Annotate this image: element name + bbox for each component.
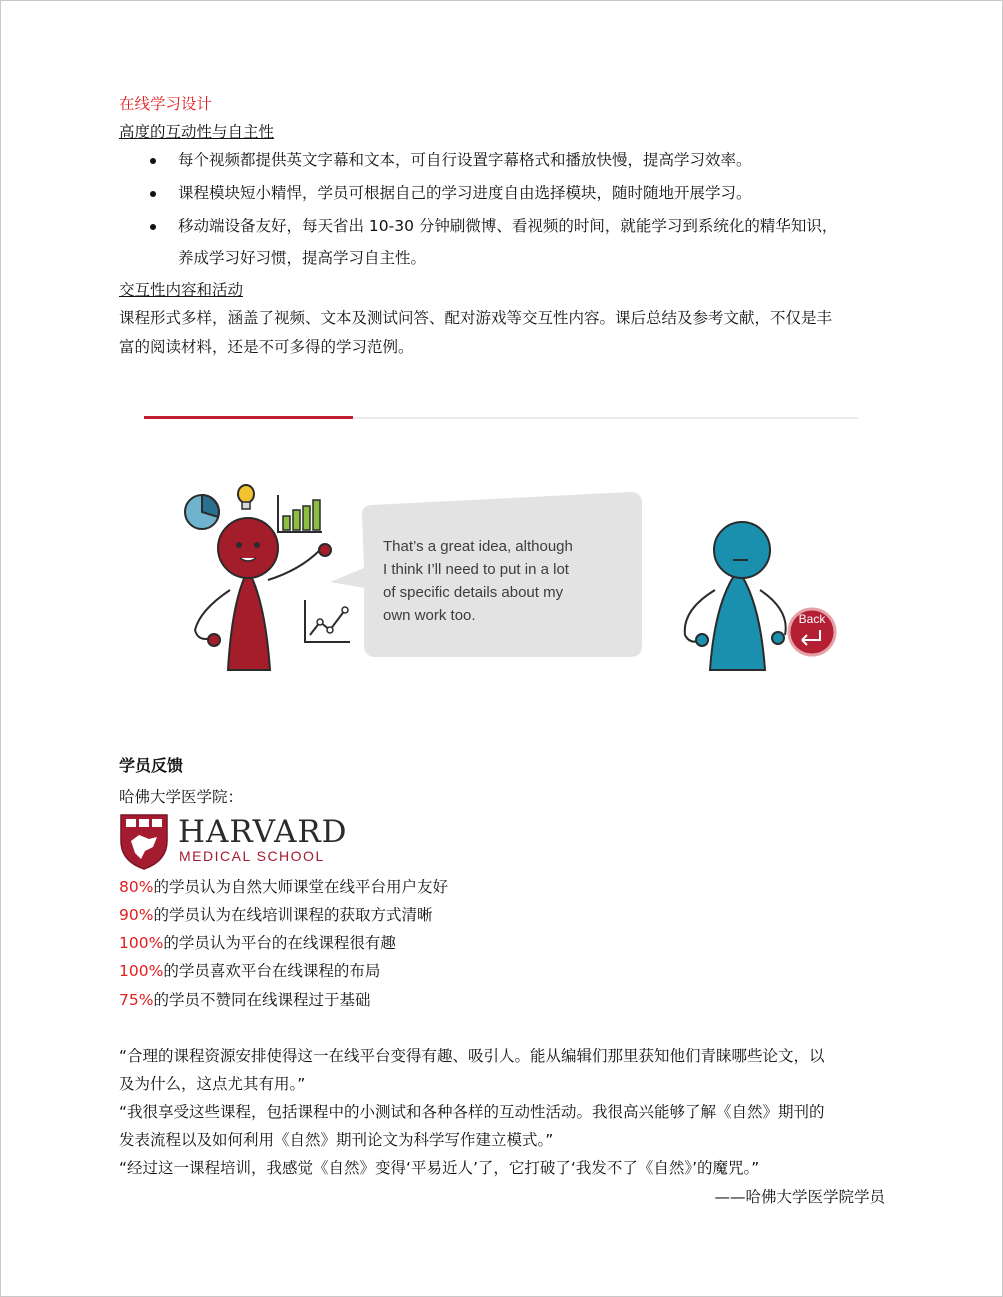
stat-line — [119, 989, 370, 1011]
stat-percent: 75% — [119, 991, 154, 1009]
stat-line — [119, 932, 396, 954]
line-graph-icon — [305, 600, 350, 642]
bullet-dot — [150, 224, 156, 230]
stat-percent: 100% — [119, 962, 164, 980]
back-button[interactable]: Back — [798, 612, 826, 626]
bullet-item: 每个视频都提供英文字幕和文本，可自行设置字幕格式和播放快慢，提高学习效率。 — [178, 151, 752, 169]
subheading-interactivity: 高度的互动性与自主性 — [119, 123, 275, 141]
bullet-item-continuation: 养成学习好习惯，提高学习自主性。 — [178, 249, 427, 267]
stat-text: 的学员认为在线培训课程的获取方式清晰 — [153, 906, 433, 924]
stat-line — [119, 960, 380, 982]
speech-bubble-text: That’s a great idea, although I think I’ll need to put in a lot of specific details about my own work too. — [383, 538, 573, 624]
bullet-item: 课程模块短小精悍，学员可根据自己的学习进度自由选择模块，随时随地开展学习。 — [178, 184, 752, 202]
pie-chart-icon — [185, 495, 219, 529]
feedback-heading: 学员反馈 — [119, 756, 184, 775]
red-figure — [195, 518, 331, 670]
quote-line: “经过这一课程培训，我感觉《自然》变得‘平易近人’了，它打破了‘我发不了《自然》’的魔咒。” — [119, 1159, 760, 1177]
harvard-shield-icon — [119, 813, 169, 871]
divider-accent — [144, 416, 353, 419]
section-heading-design: 在线学习设计 — [119, 95, 213, 113]
stat-percent: 100% — [119, 934, 164, 952]
quote-attribution: ——哈佛大学医学院学员 — [714, 1188, 885, 1206]
paragraph-line: 富的阅读材料，还是不可多得的学习范例。 — [119, 338, 414, 356]
quote-line: 及为什么，这点尤其有用。” — [119, 1075, 306, 1093]
stat-percent: 80% — [119, 878, 154, 896]
subheading-interactive-content: 交互性内容和活动 — [119, 281, 244, 299]
institution-label: 哈佛大学医学院： — [119, 788, 244, 806]
logo-subtitle: MEDICAL SCHOOL — [179, 848, 325, 864]
bullet-item: 移动端设备友好，每天省出 10-30 分钟刷微博、看视频的时间，就能学习到系统化的精华知识， — [178, 217, 838, 235]
logo-wordmark: HARVARD — [178, 814, 348, 850]
bullet-dot — [150, 191, 156, 197]
quote-line: “我很享受这些课程，包括课程中的小测试和各种各样的互动性活动。我很高兴能够了解《自然》期刊的 — [119, 1103, 825, 1121]
bullet-dot — [150, 158, 156, 164]
stat-percent: 90% — [119, 906, 154, 924]
paragraph-line: 课程形式多样，涵盖了视频、文本及测试问答、配对游戏等交互性内容。课后总结及参考文献，不仅是丰 — [119, 309, 833, 327]
bar-chart-icon — [278, 495, 322, 532]
stat-text: 的学员喜欢平台在线课程的布局 — [163, 962, 381, 980]
stat-line — [119, 876, 448, 898]
quote-line: “合理的课程资源安排使得这一在线平台变得有趣、吸引人。能从编辑们那里获知他们青睐哪些论文，以 — [119, 1047, 825, 1065]
stat-text: 的学员认为平台的在线课程很有趣 — [163, 934, 396, 952]
blue-figure — [685, 522, 786, 670]
lightbulb-icon — [238, 485, 254, 509]
stat-text: 的学员不赞同在线课程过于基础 — [153, 991, 371, 1009]
stat-text: 的学员认为自然大师课堂在线平台用户友好 — [153, 878, 448, 896]
stat-line — [119, 904, 432, 926]
quote-line: 发表流程以及如何利用《自然》期刊论文为科学写作建立模式。” — [119, 1131, 554, 1149]
